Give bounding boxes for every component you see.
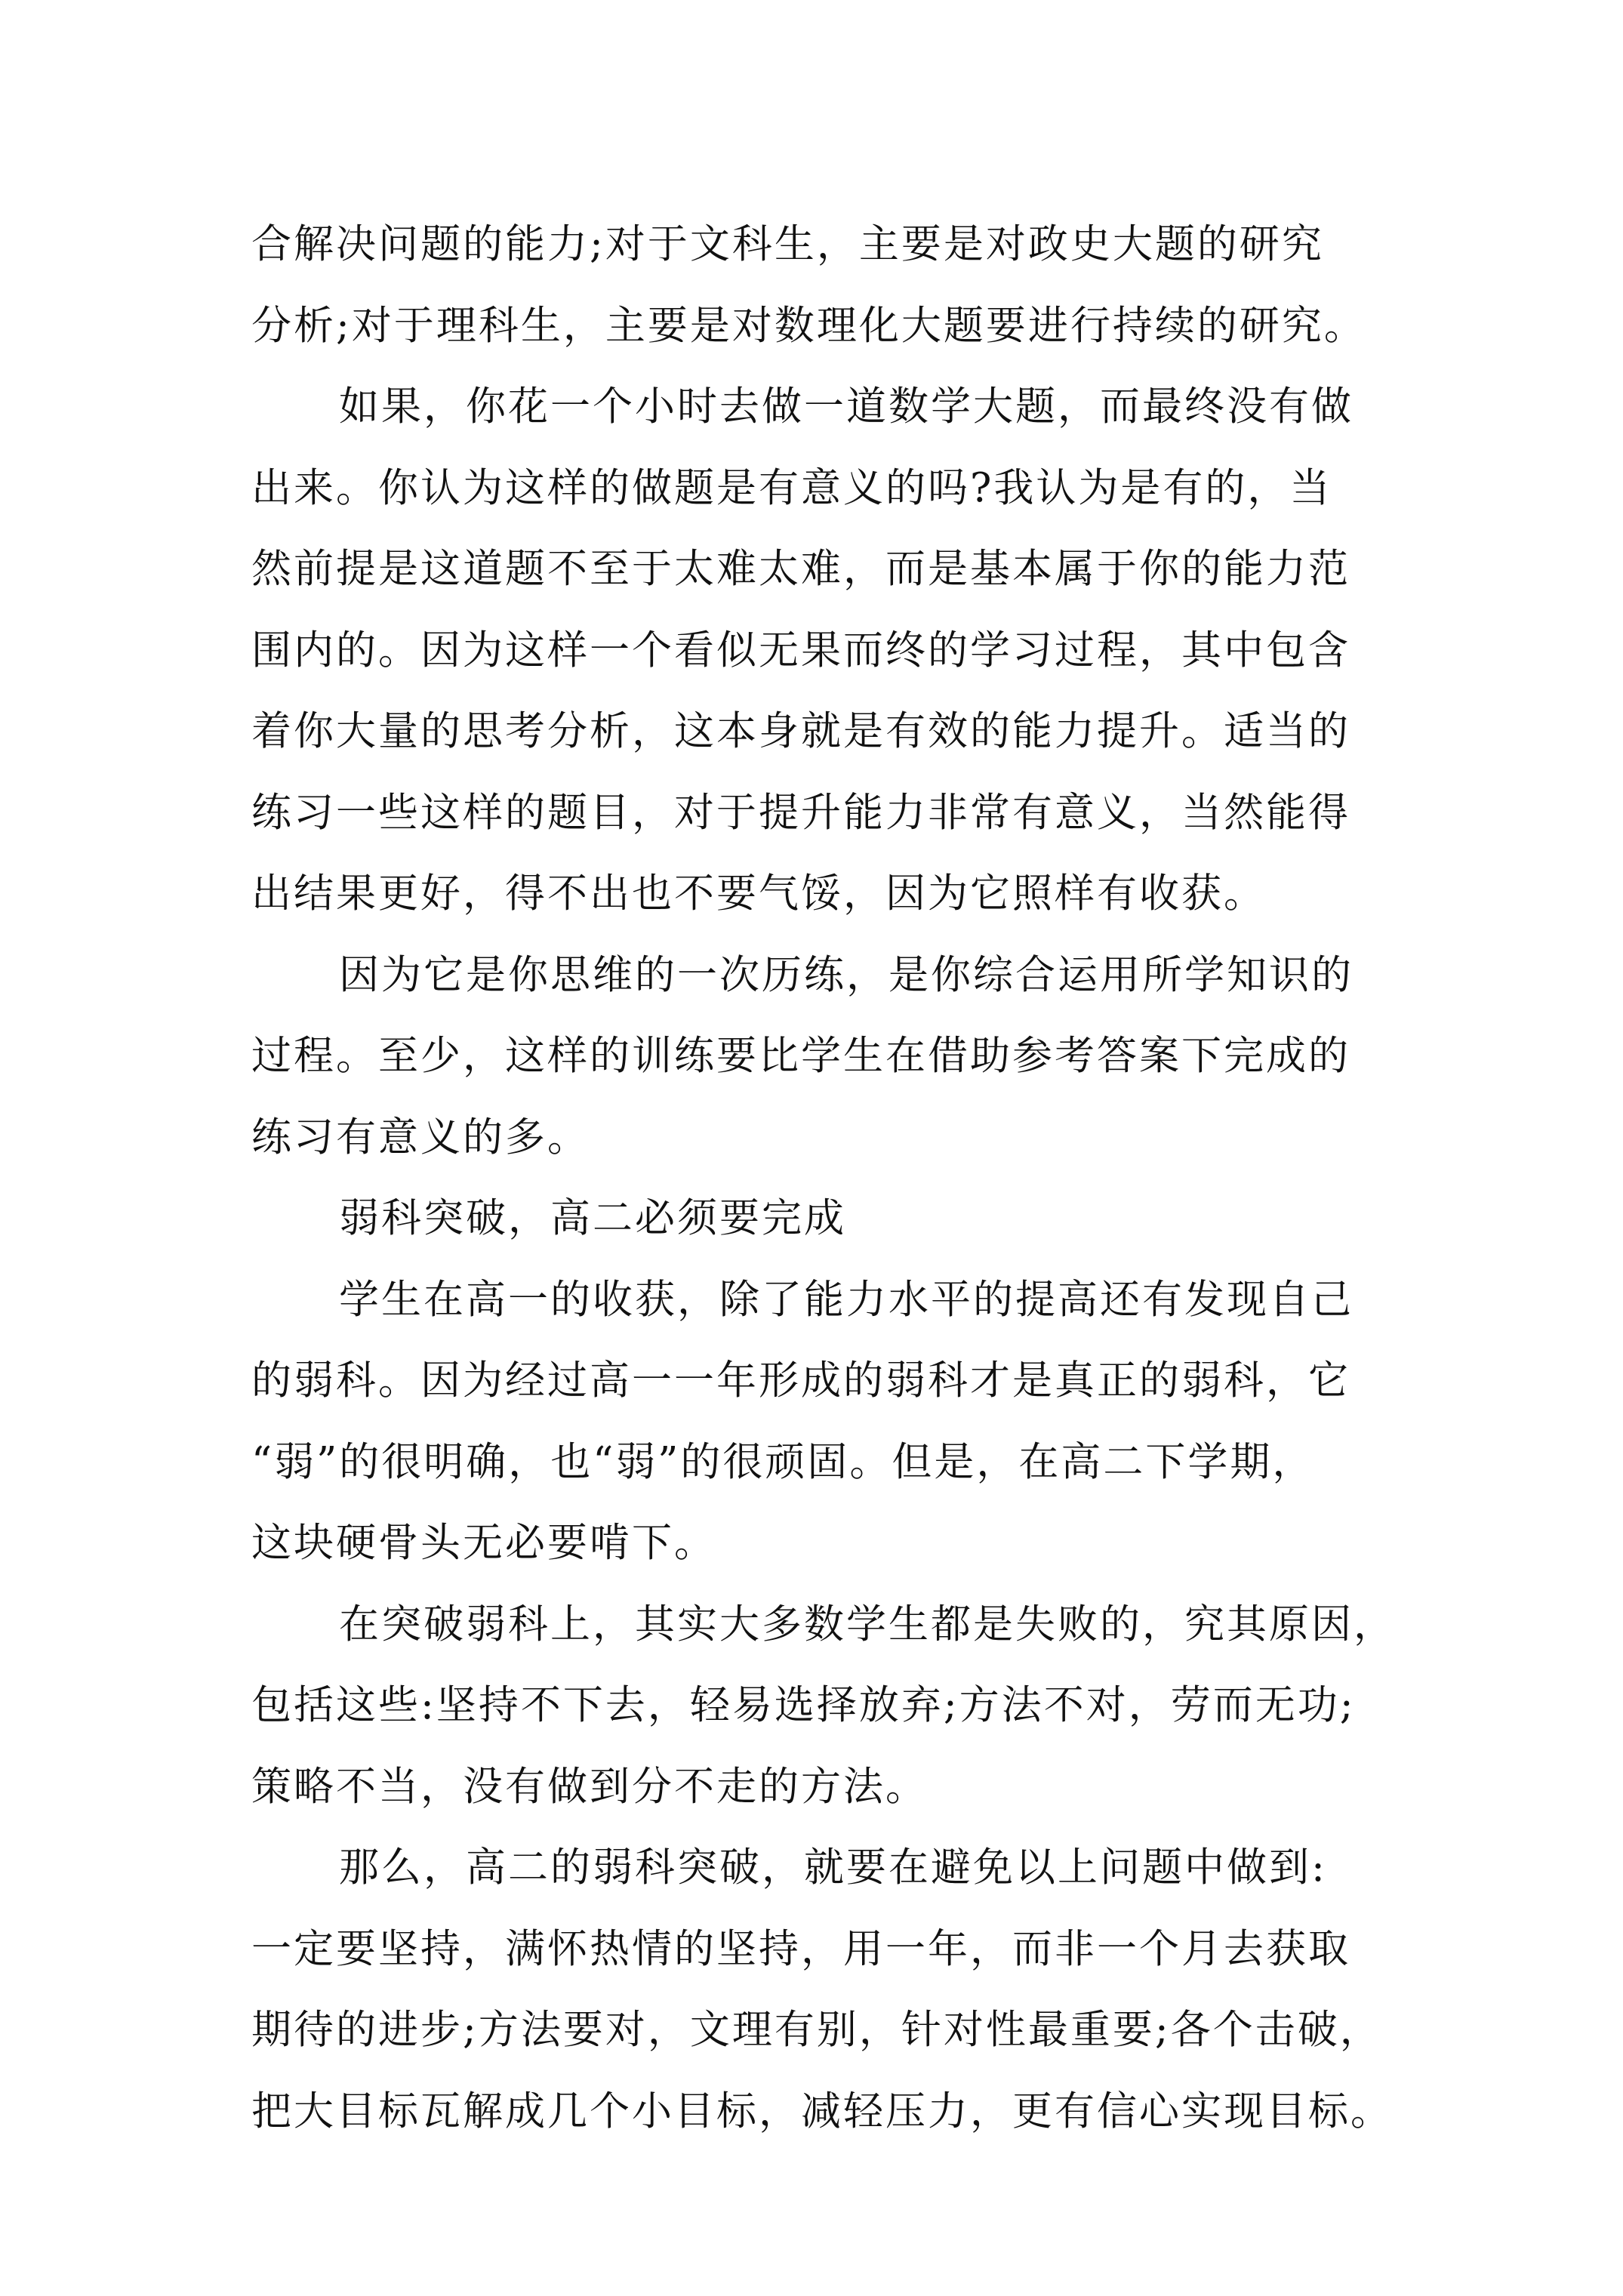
text-line: 的弱科。因为经过高一一年形成的弱科才是真正的弱科，它: [251, 1358, 1350, 1404]
text-line: 练习一些这样的题目，对于提升能力非常有意义，当然能得: [251, 789, 1350, 836]
text-line: 包括这些:坚持不下去，轻易选择放弃;方法不对，劳而无功;: [251, 1682, 1356, 1728]
text-line: 练习有意义的多。: [251, 1114, 590, 1160]
section-heading: 弱科突破，高二必须要完成: [339, 1195, 846, 1241]
text-line: 然前提是这道题不至于太难太难，而是基本属于你的能力范: [251, 546, 1350, 592]
text-line: 把大目标瓦解成几个小目标，减轻压力，更有信心实现目标。: [251, 2088, 1393, 2134]
text-line: 策略不当，没有做到分不走的方法。: [251, 1763, 928, 1810]
paragraph-start-line: 如果，你花一个小时去做一道数学大题，而最终没有做: [339, 384, 1354, 430]
text-line: 出来。你认为这样的做题是有意义的吗?我认为是有的，当: [251, 464, 1332, 511]
text-line: 期待的进步;方法要对，文理有别，针对性最重要;各个击破，: [251, 2007, 1382, 2053]
text-line: 一定要坚持，满怀热情的坚持，用一年，而非一个月去获取: [251, 1925, 1350, 1972]
text-line: 围内的。因为这样一个看似无果而终的学习过程，其中包含: [251, 627, 1350, 673]
document-body: [251, 204, 1396, 2152]
text-line: 过程。至少，这样的训练要比学生在借助参考答案下完成的: [251, 1033, 1350, 1079]
paragraph-start-line: 因为它是你思维的一次历练，是你综合运用所学知识的: [339, 951, 1354, 998]
text-line: 合解决问题的能力;对于文科生，主要是对政史大题的研究: [251, 221, 1324, 267]
text-line: 出结果更好，得不出也不要气馁，因为它照样有收获。: [251, 871, 1266, 917]
paragraph-start-line: 那么，高二的弱科突破，就要在避免以上问题中做到:: [339, 1845, 1327, 1891]
paragraph-start-line: 学生在高一的收获，除了能力水平的提高还有发现自己: [339, 1276, 1354, 1323]
text-line: 分析;对于理科生，主要是对数理化大题要进行持续的研究。: [251, 302, 1366, 349]
paragraph-start-line: 在突破弱科上，其实大多数学生都是失败的，究其原因，: [339, 1601, 1396, 1647]
text-line: 着你大量的思考分析，这本身就是有效的能力提升。适当的: [251, 708, 1350, 754]
text-line: “弱”的很明确，也“弱”的很顽固。但是，在高二下学期，: [251, 1438, 1315, 1485]
text-line: 这块硬骨头无必要啃下。: [251, 1520, 716, 1566]
